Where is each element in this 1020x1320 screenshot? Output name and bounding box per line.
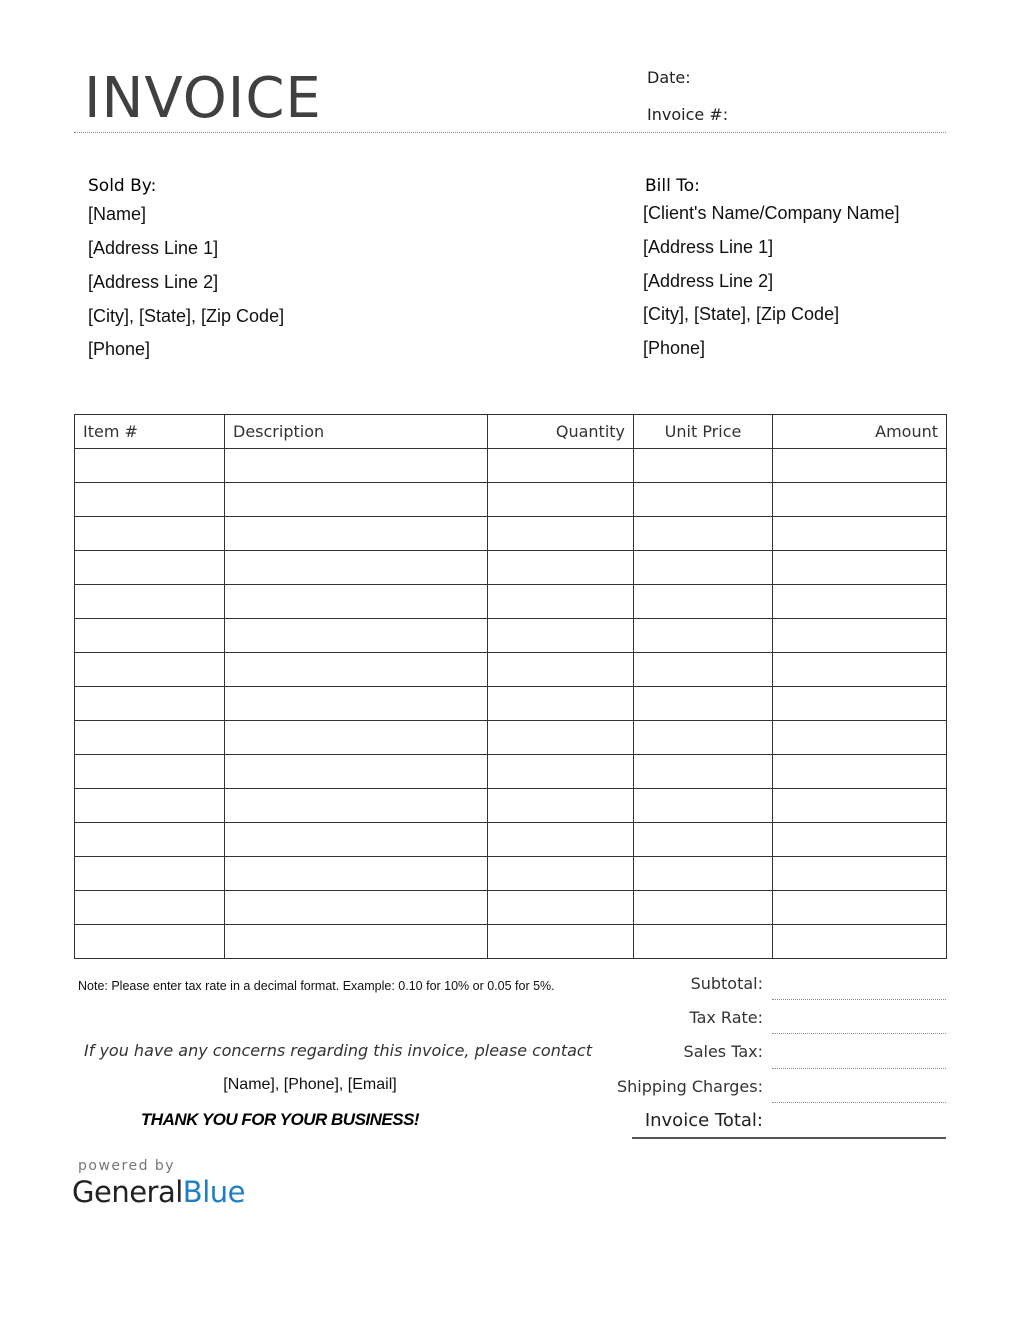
item-number-cell[interactable] <box>75 687 225 721</box>
table-row <box>75 857 947 891</box>
table-row <box>75 755 947 789</box>
description-cell[interactable] <box>225 449 488 483</box>
quantity-cell[interactable] <box>488 857 634 891</box>
table-row <box>75 585 947 619</box>
quantity-cell[interactable] <box>488 619 634 653</box>
table-row <box>75 687 947 721</box>
tax-rate-field[interactable] <box>772 1033 946 1034</box>
amount-cell[interactable] <box>773 653 947 687</box>
quantity-cell[interactable] <box>488 449 634 483</box>
bill-to-address-1: [Address Line 1] <box>643 237 774 257</box>
shipping-field[interactable] <box>772 1102 946 1103</box>
description-cell[interactable] <box>225 823 488 857</box>
thank-you-message: THANK YOU FOR YOUR BUSINESS! <box>140 1110 420 1129</box>
item-number-cell[interactable] <box>75 517 225 551</box>
quantity-cell[interactable] <box>488 925 634 959</box>
quantity-cell[interactable] <box>488 483 634 517</box>
amount-cell[interactable] <box>773 823 947 857</box>
unit-price-cell[interactable] <box>634 619 773 653</box>
description-cell[interactable] <box>225 857 488 891</box>
description-cell[interactable] <box>225 925 488 959</box>
item-number-cell[interactable] <box>75 755 225 789</box>
unit-price-cell[interactable] <box>634 517 773 551</box>
description-cell[interactable] <box>225 687 488 721</box>
description-cell[interactable] <box>225 653 488 687</box>
quantity-cell[interactable] <box>488 585 634 619</box>
amount-cell[interactable] <box>773 687 947 721</box>
item-number-cell[interactable] <box>75 925 225 959</box>
sold-by-heading: Sold By: <box>88 176 157 196</box>
item-number-cell[interactable] <box>75 619 225 653</box>
description-cell[interactable] <box>225 789 488 823</box>
amount-cell[interactable] <box>773 925 947 959</box>
description-cell[interactable] <box>225 551 488 585</box>
subtotal-field[interactable] <box>772 999 946 1000</box>
quantity-cell[interactable] <box>488 653 634 687</box>
amount-cell[interactable] <box>773 517 947 551</box>
bill-to-phone: [Phone] <box>643 338 706 358</box>
table-row <box>75 619 947 653</box>
item-number-cell[interactable] <box>75 483 225 517</box>
powered-by-label: powered by <box>78 1158 176 1174</box>
invoice-number-label: Invoice #: <box>647 105 729 124</box>
amount-cell[interactable] <box>773 721 947 755</box>
quantity-cell[interactable] <box>488 891 634 925</box>
brand-general-text: General <box>72 1175 183 1209</box>
amount-cell[interactable] <box>773 619 947 653</box>
line-items-table <box>74 414 947 959</box>
table-row <box>75 789 947 823</box>
quantity-cell[interactable] <box>488 721 634 755</box>
description-cell[interactable] <box>225 619 488 653</box>
invoice-title: INVOICE <box>84 66 322 131</box>
quantity-cell[interactable] <box>488 789 634 823</box>
table-row <box>75 551 947 585</box>
unit-price-cell[interactable] <box>634 891 773 925</box>
table-row <box>75 891 947 925</box>
col-item-number: Item # <box>75 415 225 449</box>
col-description: Description <box>225 415 488 449</box>
unit-price-cell[interactable] <box>634 653 773 687</box>
concern-message: If you have any concerns regarding this invoice, please contact <box>84 1041 592 1060</box>
item-number-cell[interactable] <box>75 585 225 619</box>
unit-price-cell[interactable] <box>634 483 773 517</box>
unit-price-cell[interactable] <box>634 823 773 857</box>
amount-cell[interactable] <box>773 857 947 891</box>
unit-price-cell[interactable] <box>634 551 773 585</box>
quantity-cell[interactable] <box>488 687 634 721</box>
table-row <box>75 925 947 959</box>
table-row <box>75 823 947 857</box>
table-row <box>75 483 947 517</box>
amount-cell[interactable] <box>773 755 947 789</box>
unit-price-cell[interactable] <box>634 721 773 755</box>
item-number-cell[interactable] <box>75 551 225 585</box>
table-row <box>75 721 947 755</box>
col-unit-price: Unit Price <box>634 415 773 449</box>
quantity-cell[interactable] <box>488 823 634 857</box>
date-label: Date: <box>647 68 691 87</box>
description-cell[interactable] <box>225 891 488 925</box>
amount-cell[interactable] <box>773 551 947 585</box>
bill-to-address-2: [Address Line 2] <box>643 271 774 291</box>
bill-to-city: [City], [State], [Zip Code] <box>643 304 840 324</box>
sold-by-phone: [Phone] <box>88 339 151 359</box>
unit-price-cell[interactable] <box>634 857 773 891</box>
item-number-cell[interactable] <box>75 891 225 925</box>
sold-by-address-1: [Address Line 1] <box>88 238 219 258</box>
amount-cell[interactable] <box>773 483 947 517</box>
item-number-cell[interactable] <box>75 449 225 483</box>
unit-price-cell[interactable] <box>634 789 773 823</box>
unit-price-cell[interactable] <box>634 585 773 619</box>
description-cell[interactable] <box>225 517 488 551</box>
item-number-cell[interactable] <box>75 857 225 891</box>
amount-cell[interactable] <box>773 585 947 619</box>
unit-price-cell[interactable] <box>634 687 773 721</box>
item-number-cell[interactable] <box>75 789 225 823</box>
table-row <box>75 517 947 551</box>
amount-cell[interactable] <box>773 789 947 823</box>
col-quantity: Quantity <box>488 415 634 449</box>
quantity-cell[interactable] <box>488 755 634 789</box>
table-row <box>75 449 947 483</box>
unit-price-cell[interactable] <box>634 449 773 483</box>
unit-price-cell[interactable] <box>634 755 773 789</box>
contact-info: [Name], [Phone], [Email] <box>223 1076 397 1093</box>
sold-by-name: [Name] <box>88 204 147 224</box>
generalblue-logo <box>72 1175 245 1209</box>
sales-tax-field[interactable] <box>772 1068 946 1069</box>
shipping-label: Shipping Charges: <box>616 1077 763 1096</box>
bill-to-heading: Bill To: <box>645 176 700 196</box>
invoice-total-rule <box>632 1137 946 1139</box>
amount-cell[interactable] <box>773 891 947 925</box>
unit-price-cell[interactable] <box>634 925 773 959</box>
invoice-total-label: Invoice Total: <box>644 1110 763 1131</box>
sales-tax-label: Sales Tax: <box>683 1042 763 1061</box>
tax-note: Note: Please enter tax rate in a decimal format. Example: 0.10 for 10% or 0.05 for 5%. <box>78 979 555 993</box>
sold-by-city: [City], [State], [Zip Code] <box>88 306 285 326</box>
subtotal-label: Subtotal: <box>690 974 763 993</box>
description-cell[interactable] <box>225 585 488 619</box>
description-cell[interactable] <box>225 721 488 755</box>
item-number-cell[interactable] <box>75 653 225 687</box>
tax-rate-label: Tax Rate: <box>689 1008 763 1027</box>
header-divider <box>74 132 946 133</box>
table-header-row <box>75 415 947 449</box>
description-cell[interactable] <box>225 483 488 517</box>
item-number-cell[interactable] <box>75 823 225 857</box>
quantity-cell[interactable] <box>488 517 634 551</box>
table-row <box>75 653 947 687</box>
quantity-cell[interactable] <box>488 551 634 585</box>
bill-to-name: [Client's Name/Company Name] <box>643 203 900 223</box>
col-amount: Amount <box>773 415 947 449</box>
sold-by-address-2: [Address Line 2] <box>88 272 219 292</box>
description-cell[interactable] <box>225 755 488 789</box>
brand-blue-text: Blue <box>182 1175 245 1209</box>
item-number-cell[interactable] <box>75 721 225 755</box>
amount-cell[interactable] <box>773 449 947 483</box>
